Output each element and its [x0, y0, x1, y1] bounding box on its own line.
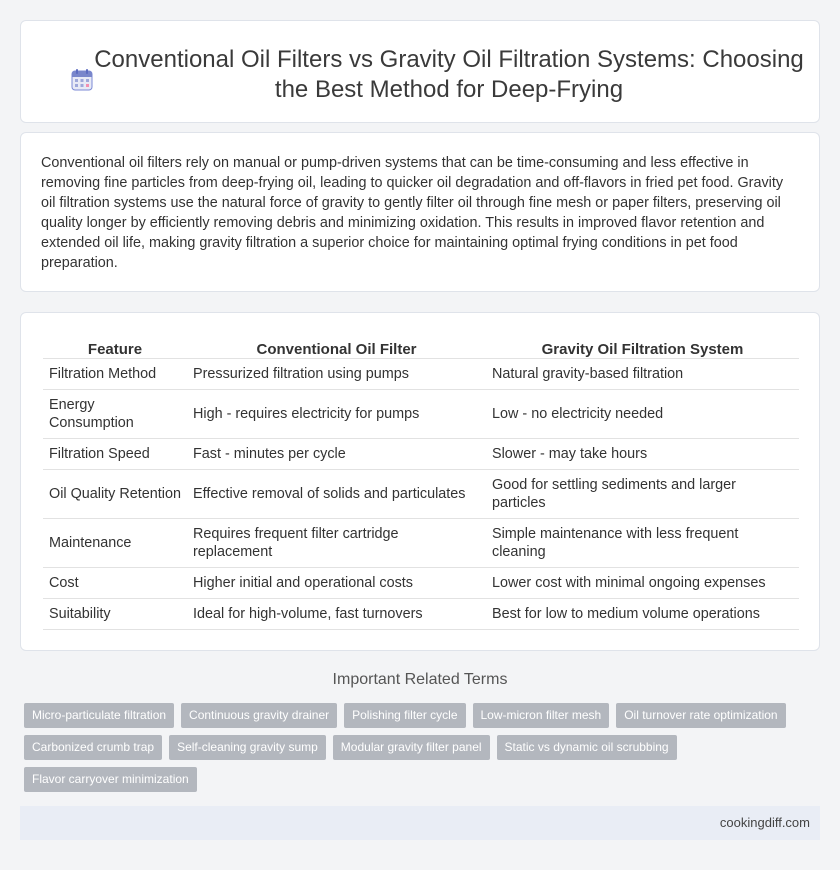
- table-row: [43, 567, 799, 598]
- header-gravity: Gravity Oil Filtration System: [486, 333, 799, 358]
- conventional-cell: Requires frequent filter cartridge replacement: [187, 518, 486, 567]
- related-term-tag[interactable]: Flavor carryover minimization: [24, 767, 197, 792]
- conventional-cell: High - requires electricity for pumps: [187, 389, 486, 438]
- gravity-cell: Natural gravity-based filtration: [486, 358, 799, 389]
- gravity-cell: Good for settling sediments and larger particles: [486, 469, 799, 518]
- gravity-cell: Slower - may take hours: [486, 438, 799, 469]
- related-term-tag[interactable]: Low-micron filter mesh: [473, 703, 610, 728]
- comparison-card: [20, 312, 820, 651]
- conventional-cell: Fast - minutes per cycle: [187, 438, 486, 469]
- header-feature: Feature: [43, 333, 187, 358]
- related-term-tag[interactable]: Carbonized crumb trap: [24, 735, 162, 760]
- feature-cell: Cost: [43, 567, 187, 598]
- table-row: [43, 518, 799, 567]
- table-row: [43, 598, 799, 629]
- gravity-cell: Lower cost with minimal ongoing expenses: [486, 567, 799, 598]
- related-term-tag[interactable]: Oil turnover rate optimization: [616, 703, 785, 728]
- table-header-row: [43, 333, 799, 358]
- conventional-cell: Effective removal of solids and particulates: [187, 469, 486, 518]
- table-row: [43, 389, 799, 438]
- table-row: [43, 358, 799, 389]
- comparison-table: [43, 333, 799, 630]
- feature-cell: Maintenance: [43, 518, 187, 567]
- table-row: [43, 438, 799, 469]
- gravity-cell: Low - no electricity needed: [486, 389, 799, 438]
- related-terms-list: [24, 703, 794, 792]
- related-term-tag[interactable]: Micro-particulate filtration: [24, 703, 174, 728]
- related-term-tag[interactable]: Modular gravity filter panel: [333, 735, 490, 760]
- footer-site-link[interactable]: cookingdiff.com: [719, 815, 810, 830]
- page-title: Conventional Oil Filters vs Gravity Oil Filtration Systems: Choosing the Best Method for Deep-Frying: [94, 46, 804, 103]
- feature-cell: Filtration Speed: [43, 438, 187, 469]
- related-term-tag[interactable]: Static vs dynamic oil scrubbing: [497, 735, 677, 760]
- related-term-tag[interactable]: Polishing filter cycle: [344, 703, 465, 728]
- conventional-cell: Higher initial and operational costs: [187, 567, 486, 598]
- gravity-cell: Simple maintenance with less frequent cleaning: [486, 518, 799, 567]
- related-terms-heading: Important Related Terms: [332, 671, 508, 688]
- feature-cell: Filtration Method: [43, 358, 187, 389]
- intro-paragraph: Conventional oil filters rely on manual or pump-driven systems that can be time-consuming and less effective in removing fine particles from deep-frying oil, leading to quicker oil degradation and off-flavors in fried pet food. Gravity oil filtration systems use the natural force of gravity to gently filter oil through fine mesh or paper filters, preserving oil quality longer by efficiently removing debris and minimizing oxidation. This results in improved flavor retention and extended oil life, making gravity filtration a superior choice for maintaining optimal frying conditions in pet food preparation.: [41, 155, 784, 271]
- title-card: [20, 20, 820, 123]
- table-row: [43, 469, 799, 518]
- intro-card: [20, 132, 820, 292]
- conventional-cell: Ideal for high-volume, fast turnovers: [187, 598, 486, 629]
- feature-cell: Suitability: [43, 598, 187, 629]
- related-term-tag[interactable]: Self-cleaning gravity sump: [169, 735, 326, 760]
- header-conventional: Conventional Oil Filter: [187, 333, 486, 358]
- footer: [20, 806, 820, 840]
- feature-cell: Oil Quality Retention: [43, 469, 187, 518]
- related-term-tag[interactable]: Continuous gravity drainer: [181, 703, 337, 728]
- gravity-cell: Best for low to medium volume operations: [486, 598, 799, 629]
- feature-cell: Energy Consumption: [43, 389, 187, 438]
- conventional-cell: Pressurized filtration using pumps: [187, 358, 486, 389]
